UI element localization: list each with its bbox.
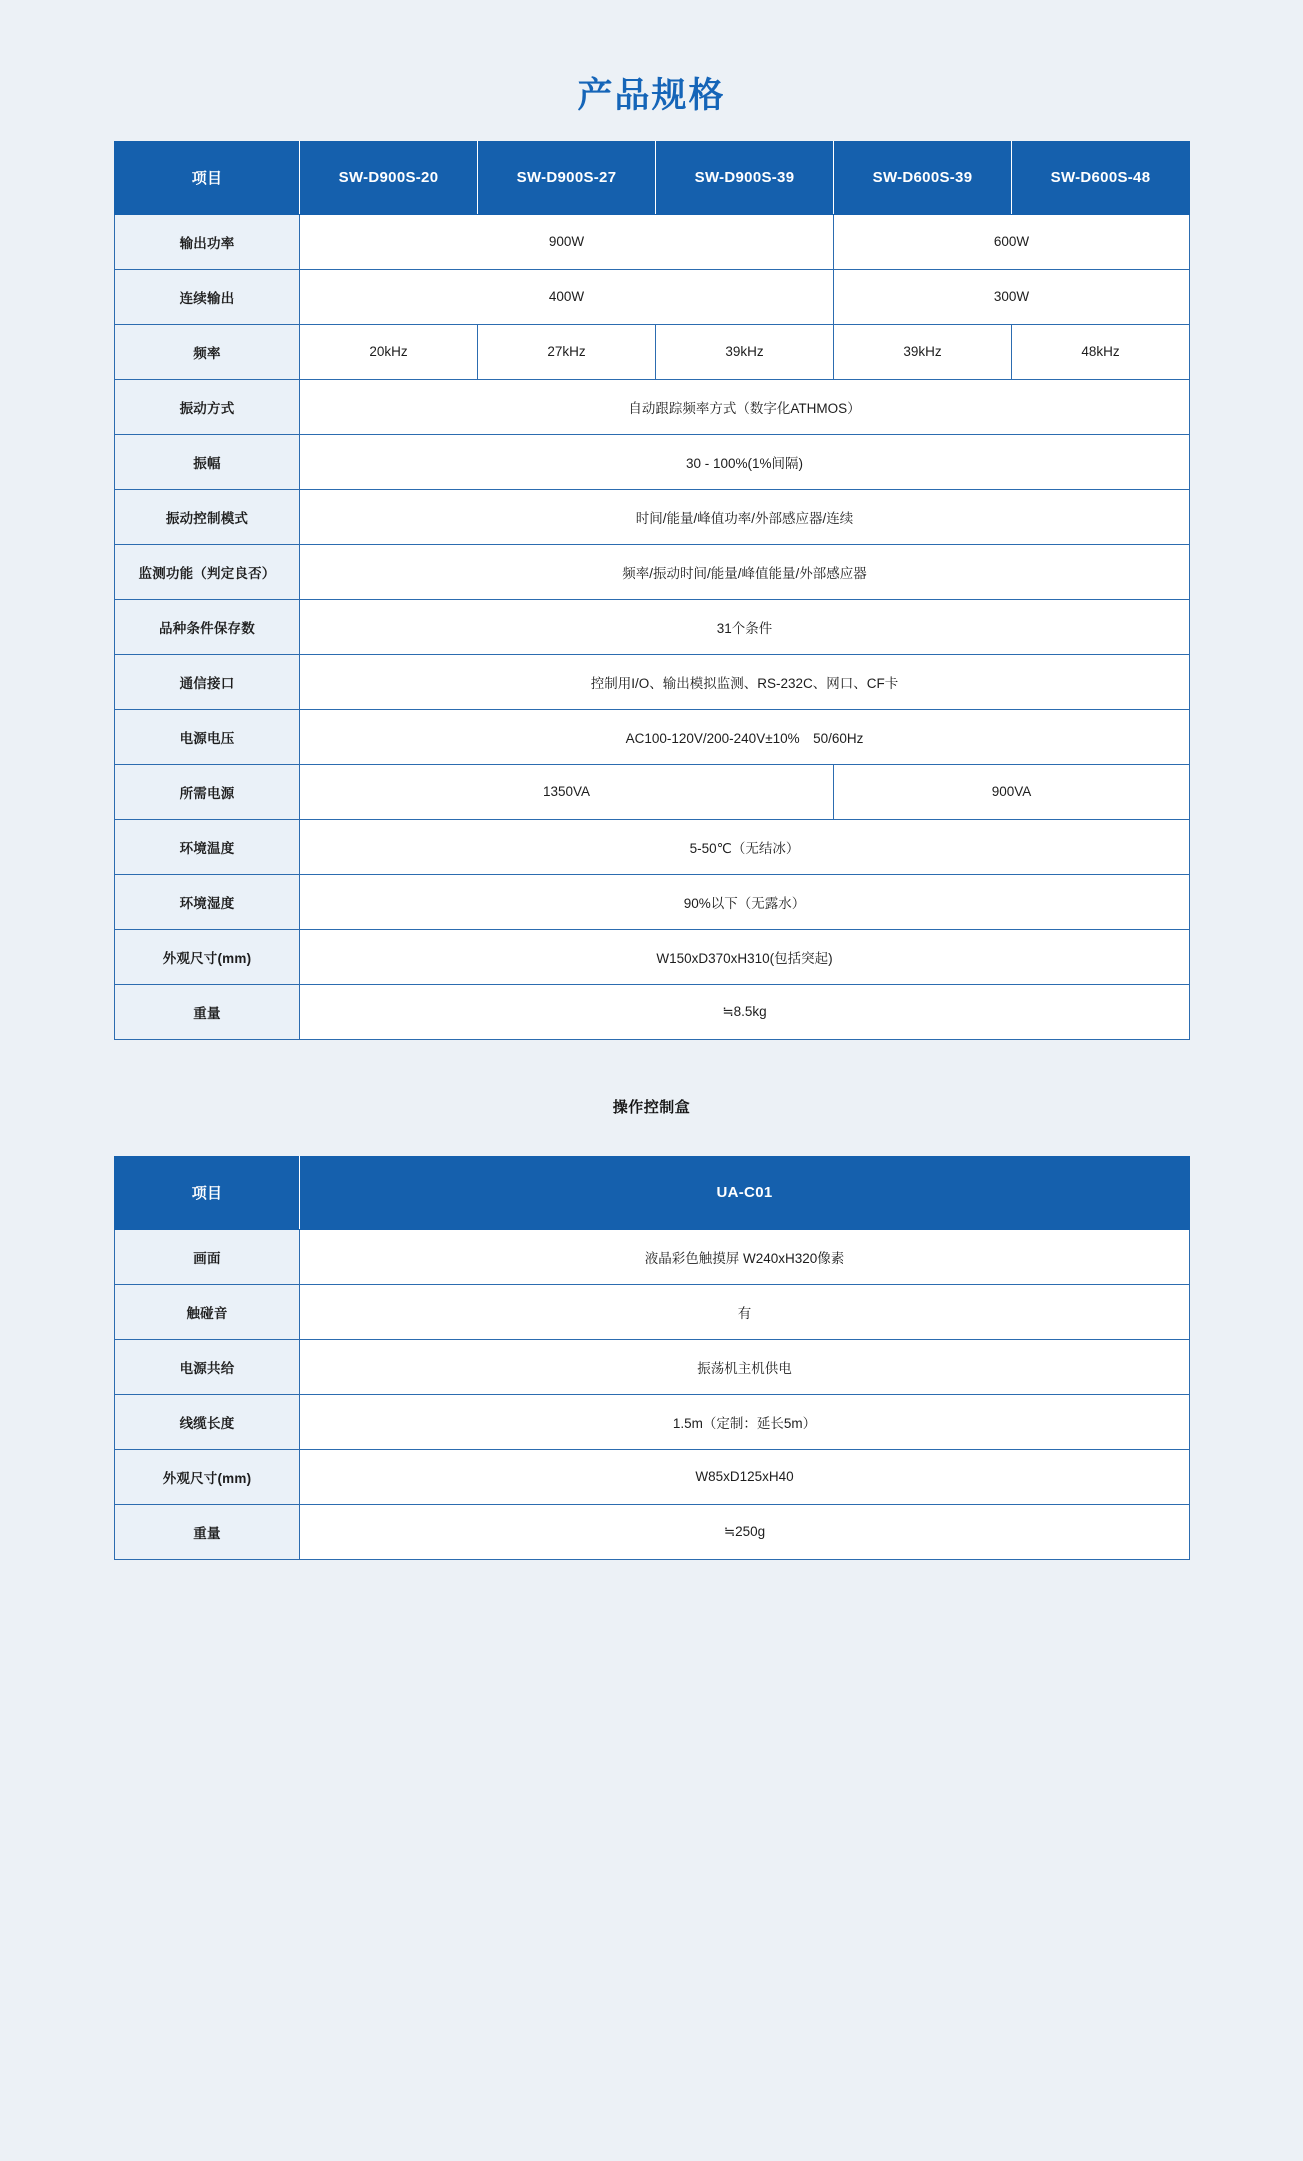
table-row [115, 269, 1190, 324]
table-row [115, 654, 1190, 709]
table-header-row [115, 1156, 1190, 1229]
control-box-table-wrapper [114, 1156, 1189, 1560]
row-value: 48kHz [1012, 324, 1190, 379]
table-row [115, 764, 1190, 819]
control-box-table [114, 1156, 1190, 1560]
table-row [115, 544, 1190, 599]
row-label: 环境湿度 [115, 874, 300, 929]
main-spec-table-wrapper [114, 141, 1189, 1040]
row-label: 触碰音 [115, 1284, 300, 1339]
column-header-item: 项目 [115, 141, 300, 214]
row-value: 39kHz [656, 324, 834, 379]
table-row [115, 929, 1190, 984]
column-header-ua-c01: UA-C01 [300, 1156, 1190, 1229]
control-box-table-body [115, 1229, 1190, 1559]
column-header-sw-d900s-27: SW-D900S-27 [478, 141, 656, 214]
table-row [115, 874, 1190, 929]
row-value: AC100-120V/200-240V±10% 50/60Hz [300, 709, 1190, 764]
column-header-sw-d900s-39: SW-D900S-39 [656, 141, 834, 214]
row-label: 品种条件保存数 [115, 599, 300, 654]
row-value: 300W [834, 269, 1190, 324]
column-header-sw-d600s-48: SW-D600S-48 [1012, 141, 1190, 214]
row-label: 画面 [115, 1229, 300, 1284]
row-value: 液晶彩色触摸屏 W240xH320像素 [300, 1229, 1190, 1284]
row-label: 输出功率 [115, 214, 300, 269]
row-label: 通信接口 [115, 654, 300, 709]
row-value: 1.5m（定制：延长5m） [300, 1394, 1190, 1449]
table-row [115, 819, 1190, 874]
table-row [115, 489, 1190, 544]
row-value: 90%以下（无露水） [300, 874, 1190, 929]
row-value: 5-50℃（无结冰） [300, 819, 1190, 874]
table-row [115, 599, 1190, 654]
row-value: 600W [834, 214, 1190, 269]
row-value: ≒250g [300, 1504, 1190, 1559]
row-label: 外观尺寸(mm) [115, 929, 300, 984]
row-value: 20kHz [300, 324, 478, 379]
table-row [115, 709, 1190, 764]
column-header-sw-d600s-39: SW-D600S-39 [834, 141, 1012, 214]
table-row [115, 1449, 1190, 1504]
row-label: 频率 [115, 324, 300, 379]
row-value: 时间/能量/峰值功率/外部感应器/连续 [300, 489, 1190, 544]
main-spec-table-body [115, 214, 1190, 1039]
row-label: 所需电源 [115, 764, 300, 819]
row-value: 控制用I/O、输出模拟监测、RS-232C、网口、CF卡 [300, 654, 1190, 709]
row-value: W85xD125xH40 [300, 1449, 1190, 1504]
row-label: 外观尺寸(mm) [115, 1449, 300, 1504]
table-row [115, 434, 1190, 489]
page-title: 产品规格 [577, 76, 726, 116]
bottom-spacer [0, 1560, 1303, 1650]
column-header-item: 项目 [115, 1156, 300, 1229]
row-label: 振动方式 [115, 379, 300, 434]
main-spec-table-head [115, 141, 1190, 214]
row-value: 400W [300, 269, 834, 324]
row-value: 振荡机主机供电 [300, 1339, 1190, 1394]
row-label: 振幅 [115, 434, 300, 489]
row-value: 30 - 100%(1%间隔) [300, 434, 1190, 489]
row-value: 27kHz [478, 324, 656, 379]
row-value: ≒8.5kg [300, 984, 1190, 1039]
row-value: 900W [300, 214, 834, 269]
row-value: 自动跟踪频率方式（数字化ATHMOS） [300, 379, 1190, 434]
table-row [115, 984, 1190, 1039]
table-row [115, 214, 1190, 269]
table-row [115, 1284, 1190, 1339]
table-row [115, 379, 1190, 434]
row-label: 振动控制模式 [115, 489, 300, 544]
row-value: 有 [300, 1284, 1190, 1339]
table-row [115, 1504, 1190, 1559]
control-box-section-title: 操作控制盒 [612, 1099, 691, 1117]
page-root [0, 23, 1303, 1649]
row-label: 电源共给 [115, 1339, 300, 1394]
table-row [115, 1394, 1190, 1449]
row-value: 39kHz [834, 324, 1012, 379]
row-value: 31个条件 [300, 599, 1190, 654]
main-spec-table [114, 141, 1190, 1040]
row-label: 重量 [115, 1504, 300, 1559]
table-row [115, 1339, 1190, 1394]
row-value: 1350VA [300, 764, 834, 819]
row-label: 线缆长度 [115, 1394, 300, 1449]
column-header-sw-d900s-20: SW-D900S-20 [300, 141, 478, 214]
row-label: 环境温度 [115, 819, 300, 874]
row-value: 频率/振动时间/能量/峰值能量/外部感应器 [300, 544, 1190, 599]
row-value: W150xD370xH310(包括突起) [300, 929, 1190, 984]
row-label: 电源电压 [115, 709, 300, 764]
row-label: 重量 [115, 984, 300, 1039]
table-row [115, 1229, 1190, 1284]
control-box-table-head [115, 1156, 1190, 1229]
row-value: 900VA [834, 764, 1190, 819]
row-label: 连续输出 [115, 269, 300, 324]
table-header-row [115, 141, 1190, 214]
row-label: 监测功能（判定良否） [115, 544, 300, 599]
table-row [115, 324, 1190, 379]
